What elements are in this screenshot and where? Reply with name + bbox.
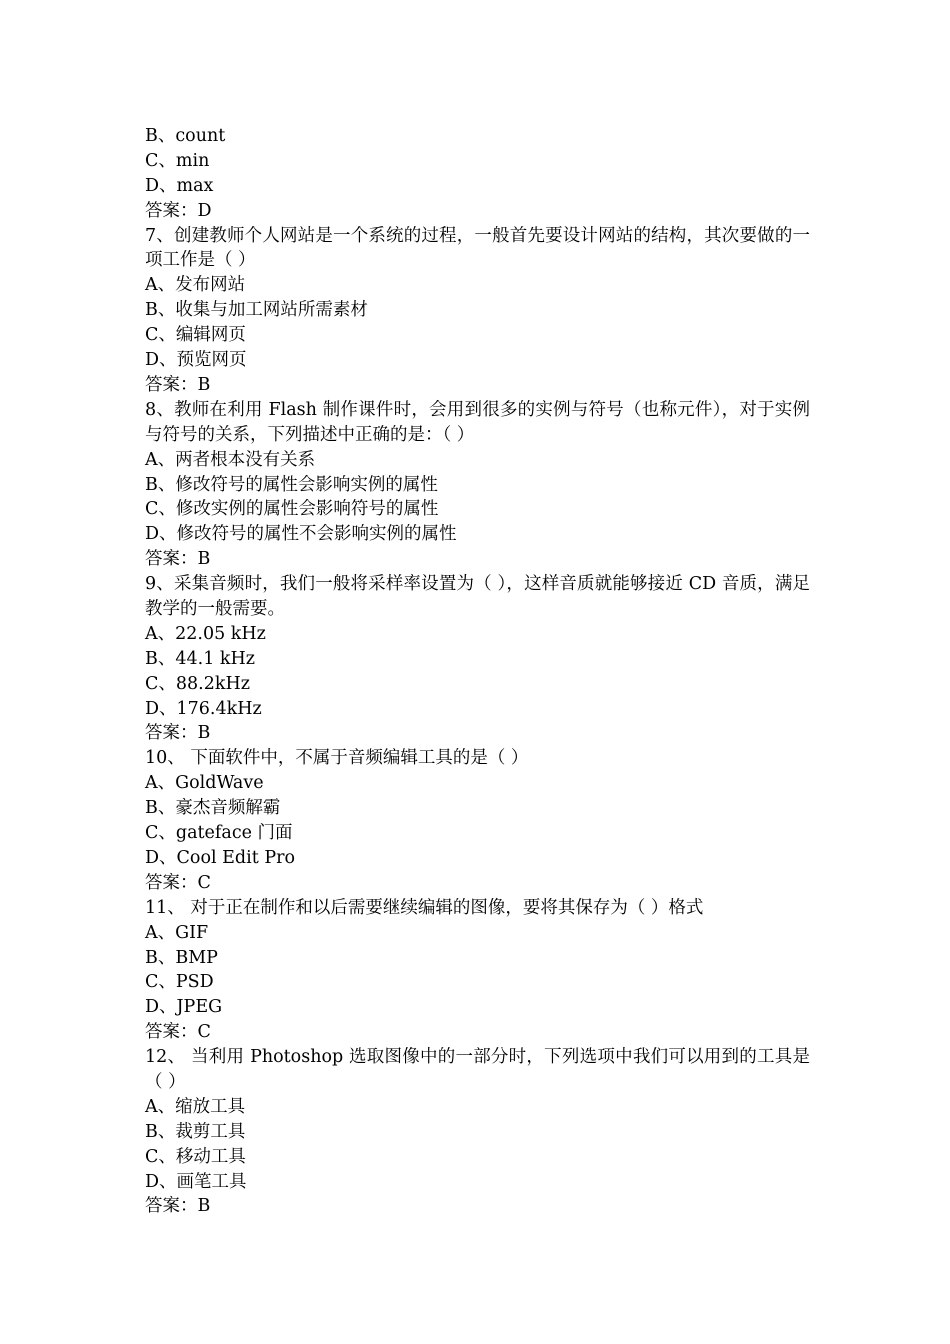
answer: 答案：D bbox=[145, 200, 212, 221]
option-a: A、GoldWave bbox=[145, 773, 264, 794]
option-b: B、count bbox=[145, 126, 226, 146]
option-b: B、裁剪工具 bbox=[145, 1121, 246, 1142]
option-b: B、豪杰音频解霸 bbox=[145, 798, 281, 819]
question-stem: 9、采集音频时，我们一般将采样率设置为（ ），这样音质就能够接近 CD 音质，满足教学的一般需要。 bbox=[145, 574, 810, 619]
option-b: B、收集与加工网站所需素材 bbox=[145, 300, 368, 321]
option-c: C、gateface 门面 bbox=[145, 823, 293, 844]
question-12 bbox=[145, 1045, 810, 1219]
option-c: C、修改实例的属性会影响符号的属性 bbox=[145, 499, 439, 520]
option-a: A、GIF bbox=[145, 922, 209, 943]
question-7 bbox=[145, 224, 810, 398]
question-9 bbox=[145, 572, 810, 746]
option-d: D、JPEG bbox=[145, 997, 223, 1018]
option-d: D、176.4kHz bbox=[145, 698, 262, 719]
option-a: A、缩放工具 bbox=[145, 1096, 246, 1117]
option-b: B、修改符号的属性会影响实例的属性 bbox=[145, 474, 438, 495]
option-c: C、PSD bbox=[145, 972, 214, 993]
answer: 答案：C bbox=[145, 1022, 211, 1043]
question-10 bbox=[145, 746, 810, 895]
question-stem: 12、 当利用 Photoshop 选取图像中的一部分时，下列选项中我们可以用到的工具是（ ） bbox=[145, 1047, 810, 1092]
question-6-tail bbox=[145, 124, 810, 224]
question-11 bbox=[145, 896, 810, 1045]
option-c: C、88.2kHz bbox=[145, 673, 250, 694]
option-b: B、44.1 kHz bbox=[145, 648, 255, 669]
question-stem: 11、 对于正在制作和以后需要继续编辑的图像，要将其保存为（ ）格式 bbox=[145, 897, 704, 918]
option-c: C、移动工具 bbox=[145, 1146, 246, 1167]
option-d: D、Cool Edit Pro bbox=[145, 847, 295, 868]
option-d: D、max bbox=[145, 175, 214, 196]
document-page bbox=[145, 124, 810, 1219]
option-c: C、编辑网页 bbox=[145, 325, 246, 346]
question-8 bbox=[145, 398, 810, 572]
option-d: D、画笔工具 bbox=[145, 1171, 247, 1192]
answer: 答案：C bbox=[145, 872, 211, 893]
option-a: A、两者根本没有关系 bbox=[145, 449, 316, 470]
answer: 答案：B bbox=[145, 374, 211, 395]
answer: 答案：B bbox=[145, 1196, 211, 1217]
question-stem: 8、教师在利用 Flash 制作课件时，会用到很多的实例与符号（也称元件），对于实例与符号的关系，下列描述中正确的是：（ ） bbox=[145, 399, 810, 445]
answer: 答案：B bbox=[145, 549, 211, 570]
option-a: A、22.05 kHz bbox=[145, 623, 266, 644]
answer: 答案：B bbox=[145, 723, 211, 744]
question-stem: 10、 下面软件中，不属于音频编辑工具的是（ ） bbox=[145, 748, 529, 769]
option-c: C、min bbox=[145, 150, 210, 171]
question-stem: 7、创建教师个人网站是一个系统的过程，一般首先要设计网站的结构，其次要做的一项工作是（ ） bbox=[145, 225, 810, 271]
option-a: A、发布网站 bbox=[145, 275, 246, 296]
option-d: D、预览网页 bbox=[145, 350, 247, 371]
option-d: D、修改符号的属性不会影响实例的属性 bbox=[145, 524, 457, 545]
option-b: B、BMP bbox=[145, 947, 218, 968]
